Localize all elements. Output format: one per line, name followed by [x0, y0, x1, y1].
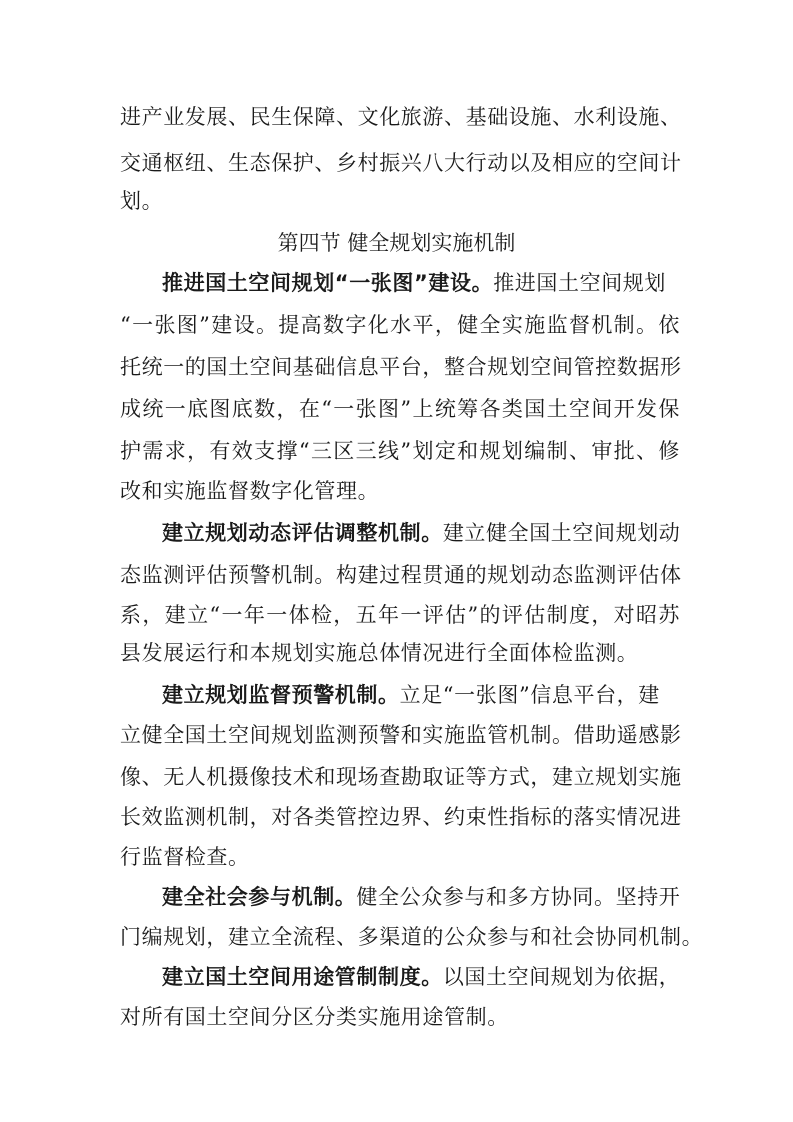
paragraph-4-first-text: 健全公众参与和多方协同。坚持开 — [356, 885, 681, 909]
paragraph-5-first-text: 以国土空间规划为依据， — [442, 965, 681, 989]
paragraph-3-title: 建立规划监督预警机制。 — [162, 683, 400, 707]
paragraph-2-first-text: 建立健全国土空间规划动 — [442, 521, 681, 545]
paragraph-3-first-line — [162, 682, 680, 708]
paragraph-5-title: 建立国土空间用途管制制度。 — [162, 965, 443, 989]
paragraph-3-line: 长效监测机制，对各类管控边界、约束性指标的落实情况进 — [120, 805, 682, 829]
paragraph-2-line: 县发展运行和本规划实施总体情况进行全面体检监测。 — [120, 641, 639, 665]
intro-line-1: 进产业发展、民生保障、文化旅游、基础设施、水利设施、 — [120, 105, 682, 129]
paragraph-1-line: “一张图”建设。提高数字化水平，健全实施监督机制。依 — [120, 313, 680, 337]
paragraph-5-first-line — [162, 964, 680, 990]
paragraph-3-line: 立健全国土空间规划监测预警和实施监管机制。借助遥感影 — [120, 723, 682, 747]
paragraph-2-line: 态监测评估预警机制。构建过程贯通的规划动态监测评估体 — [120, 563, 682, 587]
paragraph-3-line: 像、无人机摄像技术和现场查勘取证等方式，建立规划实施 — [120, 765, 682, 789]
paragraph-1-line: 改和实施监督数字化管理。 — [120, 479, 380, 503]
paragraph-4-first-line — [162, 884, 680, 910]
paragraph-1-line: 托统一的国土空间基础信息平台，整合规划空间管控数据形 — [120, 355, 682, 379]
paragraph-5-line: 对所有国土空间分区分类实施用途管制。 — [120, 1005, 509, 1029]
paragraph-2-title: 建立规划动态评估调整机制。 — [162, 521, 443, 545]
paragraph-2-first-line — [162, 520, 680, 546]
intro-line-3: 划。 — [120, 189, 164, 213]
paragraph-2-line: 系，建立“一年一体检，五年一评估”的评估制度，对昭苏 — [120, 603, 680, 627]
intro-line-2: 交通枢纽、生态保护、乡村振兴八大行动以及相应的空间计 — [120, 151, 682, 175]
section-heading: 第四节 健全规划实施机制 — [277, 231, 516, 255]
paragraph-1-line: 护需求，有效支撑“三区三线”划定和规划编制、审批、修 — [120, 439, 680, 463]
paragraph-1-first-line — [162, 270, 680, 296]
paragraph-4-title: 建全社会参与机制。 — [162, 885, 357, 909]
paragraph-1-title: 推进国土空间规划“一张图”建设。 — [162, 271, 494, 295]
paragraph-3-first-text: 立足“一张图”信息平台，建 — [399, 683, 660, 707]
paragraph-4-line: 门编规划，建立全流程、多渠道的公众参与和社会协同机制。 — [120, 925, 704, 949]
paragraph-1-line: 成统一底图底数，在“一张图”上统筹各类国土空间开发保 — [120, 397, 680, 421]
paragraph-3-line: 行监督检查。 — [120, 845, 250, 869]
paragraph-1-first-text: 推进国土空间规划 — [493, 271, 667, 295]
